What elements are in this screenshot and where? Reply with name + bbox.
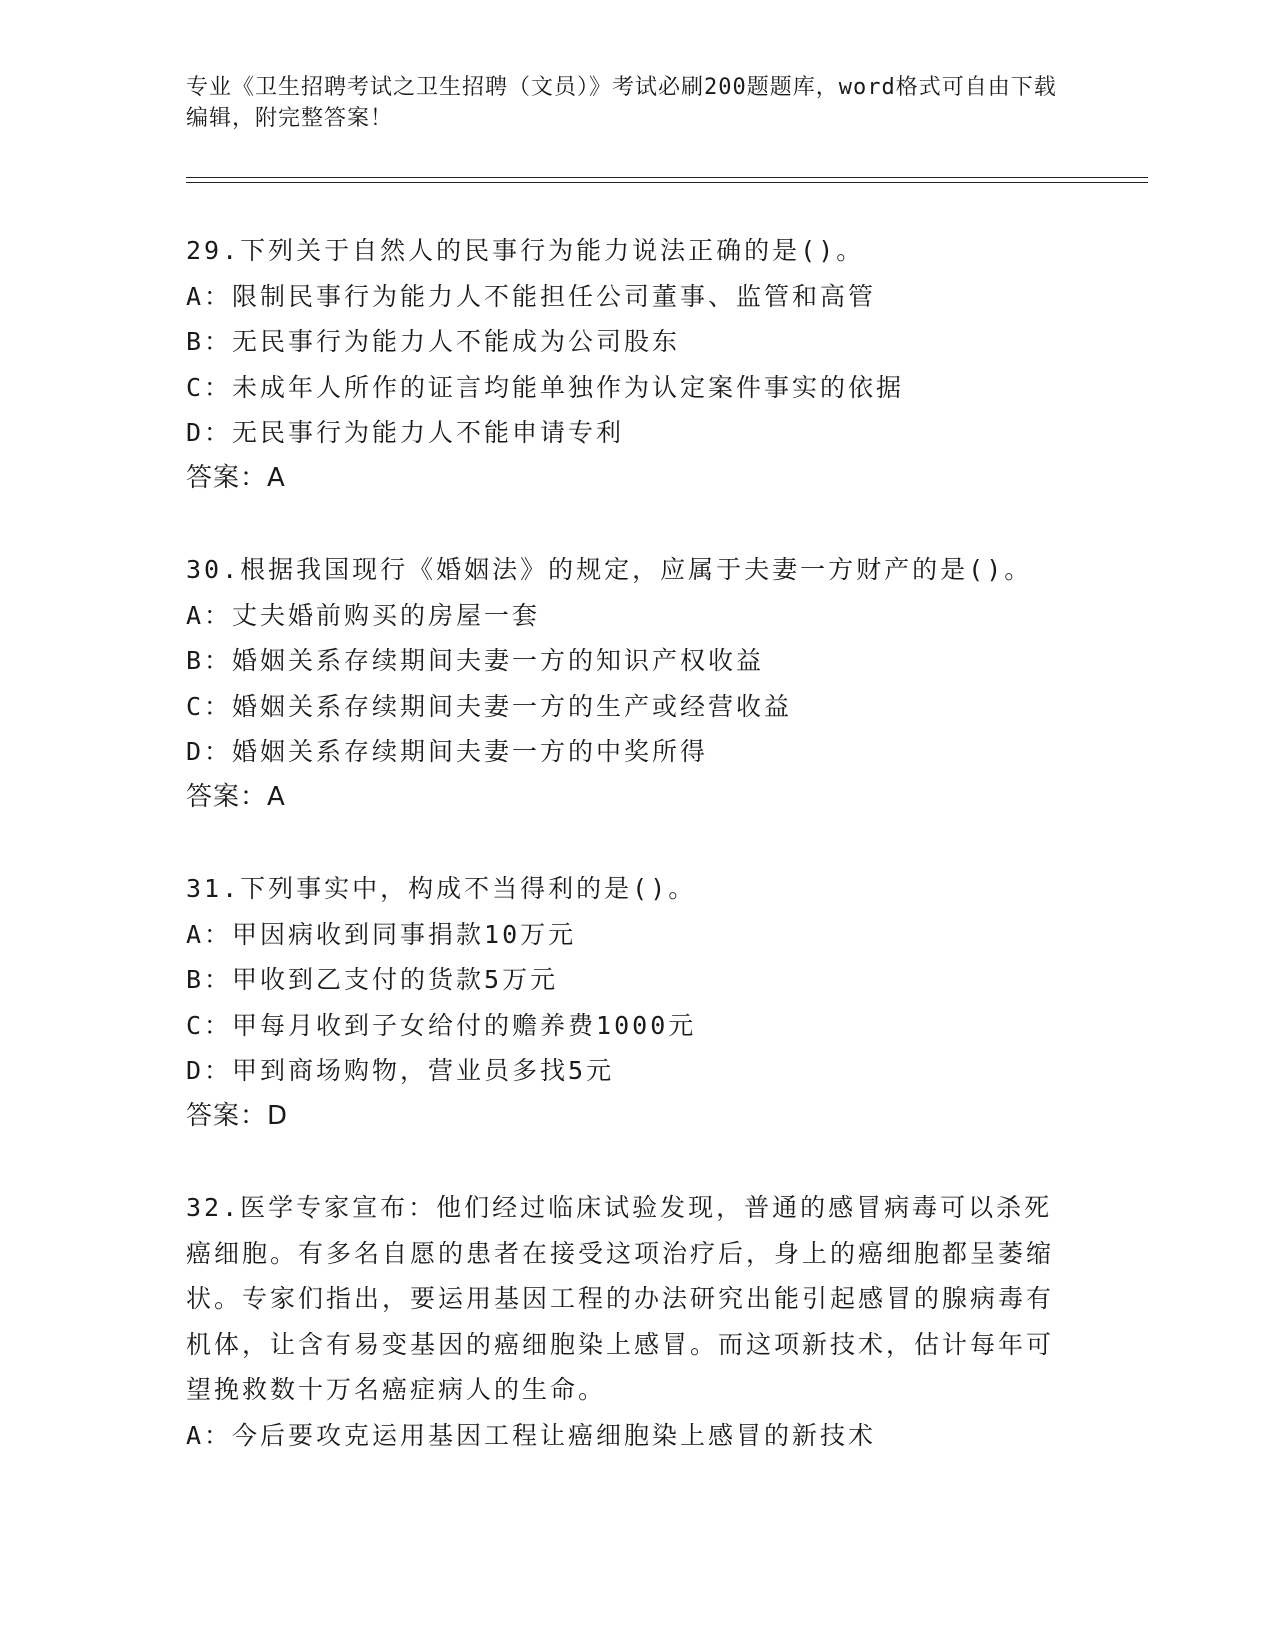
option-a: A：今后要攻克运用基因工程让癌细胞染上感冒的新技术 bbox=[186, 1420, 877, 1450]
option-a: A：限制民事行为能力人不能担任公司董事、监管和高管 bbox=[186, 281, 877, 311]
question-stem: 32.医学专家宣布：他们经过临床试验发现，普通的感冒病毒可以杀死癌细胞。有多名自愿的患者在接受这项治疗后，身上的癌细胞都呈萎缩状。专家们指出，要运用基因工程的办法研究出能引起感冒的腺病毒有机体，让含有易变基因的癌细胞染上感冒。而这项新技术，估计每年可望挽救数十万名癌症病人的生命。 bbox=[186, 1193, 1055, 1404]
document-header: 专业《卫生招聘考试之卫生招聘（文员）》考试必刷200题题库，word格式可自由下载编辑，附完整答案！ bbox=[186, 75, 1057, 131]
question-stem: 29.下列关于自然人的民事行为能力说法正确的是()。 bbox=[186, 236, 865, 265]
question-list bbox=[186, 228, 1066, 1504]
option-b: B：婚姻关系存续期间夫妻一方的知识产权收益 bbox=[186, 646, 765, 675]
question-29 bbox=[186, 228, 1066, 501]
option-c: C：未成年人所作的证言均能单独作为认定案件事实的依据 bbox=[186, 372, 905, 402]
option-b: B：甲收到乙支付的货款5万元 bbox=[186, 965, 559, 994]
option-c: C：婚姻关系存续期间夫妻一方的生产或经营收益 bbox=[186, 691, 793, 721]
question-30 bbox=[186, 547, 1066, 820]
header-divider-bottom bbox=[186, 182, 1148, 183]
answer: 答案：A bbox=[186, 462, 286, 493]
option-d: D：无民事行为能力人不能申请专利 bbox=[186, 418, 625, 447]
question-stem: 31.下列事实中，构成不当得利的是()。 bbox=[186, 874, 697, 903]
question-stem: 30.根据我国现行《婚姻法》的规定，应属于夫妻一方财产的是()。 bbox=[186, 555, 1033, 584]
option-c: C：甲每月收到子女给付的赡养费1000元 bbox=[186, 1010, 697, 1040]
answer: 答案：A bbox=[186, 781, 286, 812]
question-32 bbox=[186, 1185, 1066, 1458]
option-d: D：婚姻关系存续期间夫妻一方的中奖所得 bbox=[186, 737, 709, 766]
option-d: D：甲到商场购物，营业员多找5元 bbox=[186, 1056, 615, 1085]
option-a: A：甲因病收到同事捐款10万元 bbox=[186, 919, 577, 949]
answer: 答案：D bbox=[186, 1100, 289, 1131]
header-divider-top bbox=[186, 177, 1148, 178]
option-a: A：丈夫婚前购买的房屋一套 bbox=[186, 600, 541, 630]
question-31 bbox=[186, 866, 1066, 1139]
option-b: B：无民事行为能力人不能成为公司股东 bbox=[186, 327, 681, 356]
